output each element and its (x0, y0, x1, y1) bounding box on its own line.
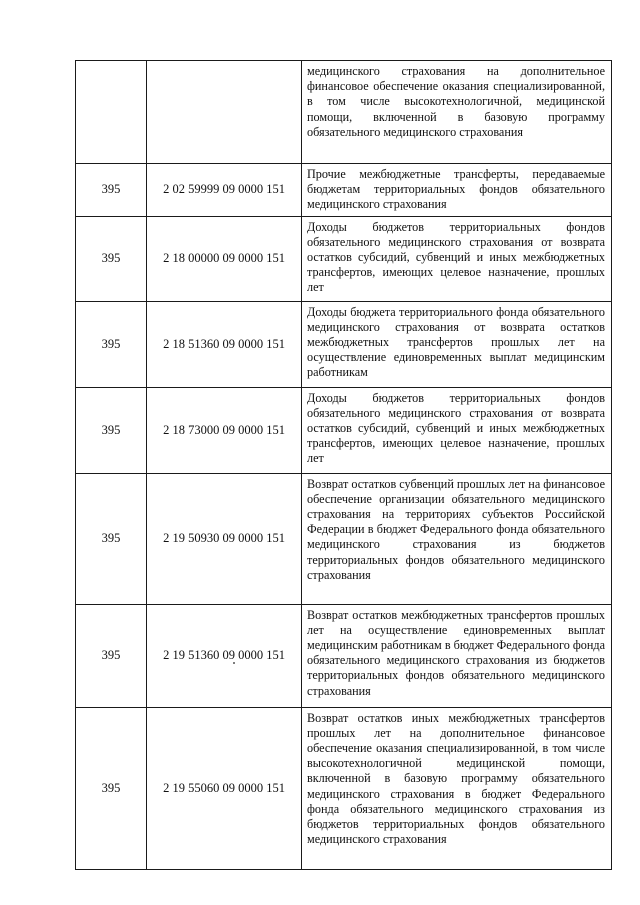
budget-code-cell: 2 19 50930 09 0000 151 (147, 473, 302, 604)
admin-code-cell (76, 61, 147, 164)
admin-code-cell: 395 (76, 216, 147, 301)
admin-code-cell: 395 (76, 301, 147, 387)
table-row (76, 604, 612, 707)
description-cell: Возврат остатков субвенций прошлых лет на финансовое обеспечение организации обязательного медицинского страхования на территориях субъектов Российской Федерации в бюджет Федерального фонда обязательного медицинского страхования из бюджетов территориальных фондов обязательного медицинского страхования (302, 473, 612, 604)
table-row (76, 164, 612, 217)
table-row (76, 216, 612, 301)
budget-code-cell: 2 19 51360 09 0000 151 (147, 604, 302, 707)
budget-code-cell: 2 18 00000 09 0000 151 (147, 216, 302, 301)
description-cell: медицинского страхования на дополнительное финансовое обеспечение оказания специализированной, в том числе высокотехнологичной, медицинской помощи, включенной в базовую программу обязательного медицинского страхования (302, 61, 612, 164)
table-row (76, 61, 612, 164)
table-row (76, 387, 612, 473)
admin-code-cell: 395 (76, 604, 147, 707)
scan-speck (233, 662, 235, 664)
description-cell: Прочие межбюджетные трансферты, передаваемые бюджетам территориальных фондов обязательного медицинского страхования (302, 164, 612, 217)
admin-code-cell: 395 (76, 164, 147, 217)
budget-code-cell: 2 18 73000 09 0000 151 (147, 387, 302, 473)
table-row (76, 473, 612, 604)
budget-code-cell: 2 02 59999 09 0000 151 (147, 164, 302, 217)
admin-code-cell: 395 (76, 473, 147, 604)
revenue-codes-table (75, 60, 612, 870)
description-cell: Возврат остатков межбюджетных трансфертов прошлых лет на осуществление единовременных выплат медицинским работникам в бюджет Федерального фонда обязательного медицинского страхования из бюджетов территориальных фондов обязательного медицинского страхования (302, 604, 612, 707)
description-cell: Доходы бюджетов территориальных фондов обязательного медицинского страхования от возврата остатков субсидий, субвенций и иных межбюджетных трансфертов, имеющих целевое назначение, прошлых лет (302, 216, 612, 301)
budget-code-cell: 2 19 55060 09 0000 151 (147, 707, 302, 869)
table-row (76, 301, 612, 387)
description-cell: Доходы бюджетов территориальных фондов обязательного медицинского страхования от возврата остатков субсидий, субвенций и иных межбюджетных трансфертов, имеющих целевое назначение, прошлых лет (302, 387, 612, 473)
description-cell: Доходы бюджета территориального фонда обязательного медицинского страхования от возврата остатков межбюджетных трансфертов прошлых лет на осуществление единовременных выплат медицинским работникам (302, 301, 612, 387)
budget-code-cell (147, 61, 302, 164)
admin-code-cell: 395 (76, 387, 147, 473)
admin-code-cell: 395 (76, 707, 147, 869)
budget-code-cell: 2 18 51360 09 0000 151 (147, 301, 302, 387)
table-row (76, 707, 612, 869)
description-cell: Возврат остатков иных межбюджетных трансфертов прошлых лет на дополнительное финансовое обеспечение оказания специализированной, в том числе высокотехнологичной медицинской помощи, включенной в базовую программу обязательного медицинского страхования в бюджет Федерального фонда обязательного медицинского страхования из бюджетов территориальных фондов обязательного медицинского страхования (302, 707, 612, 869)
